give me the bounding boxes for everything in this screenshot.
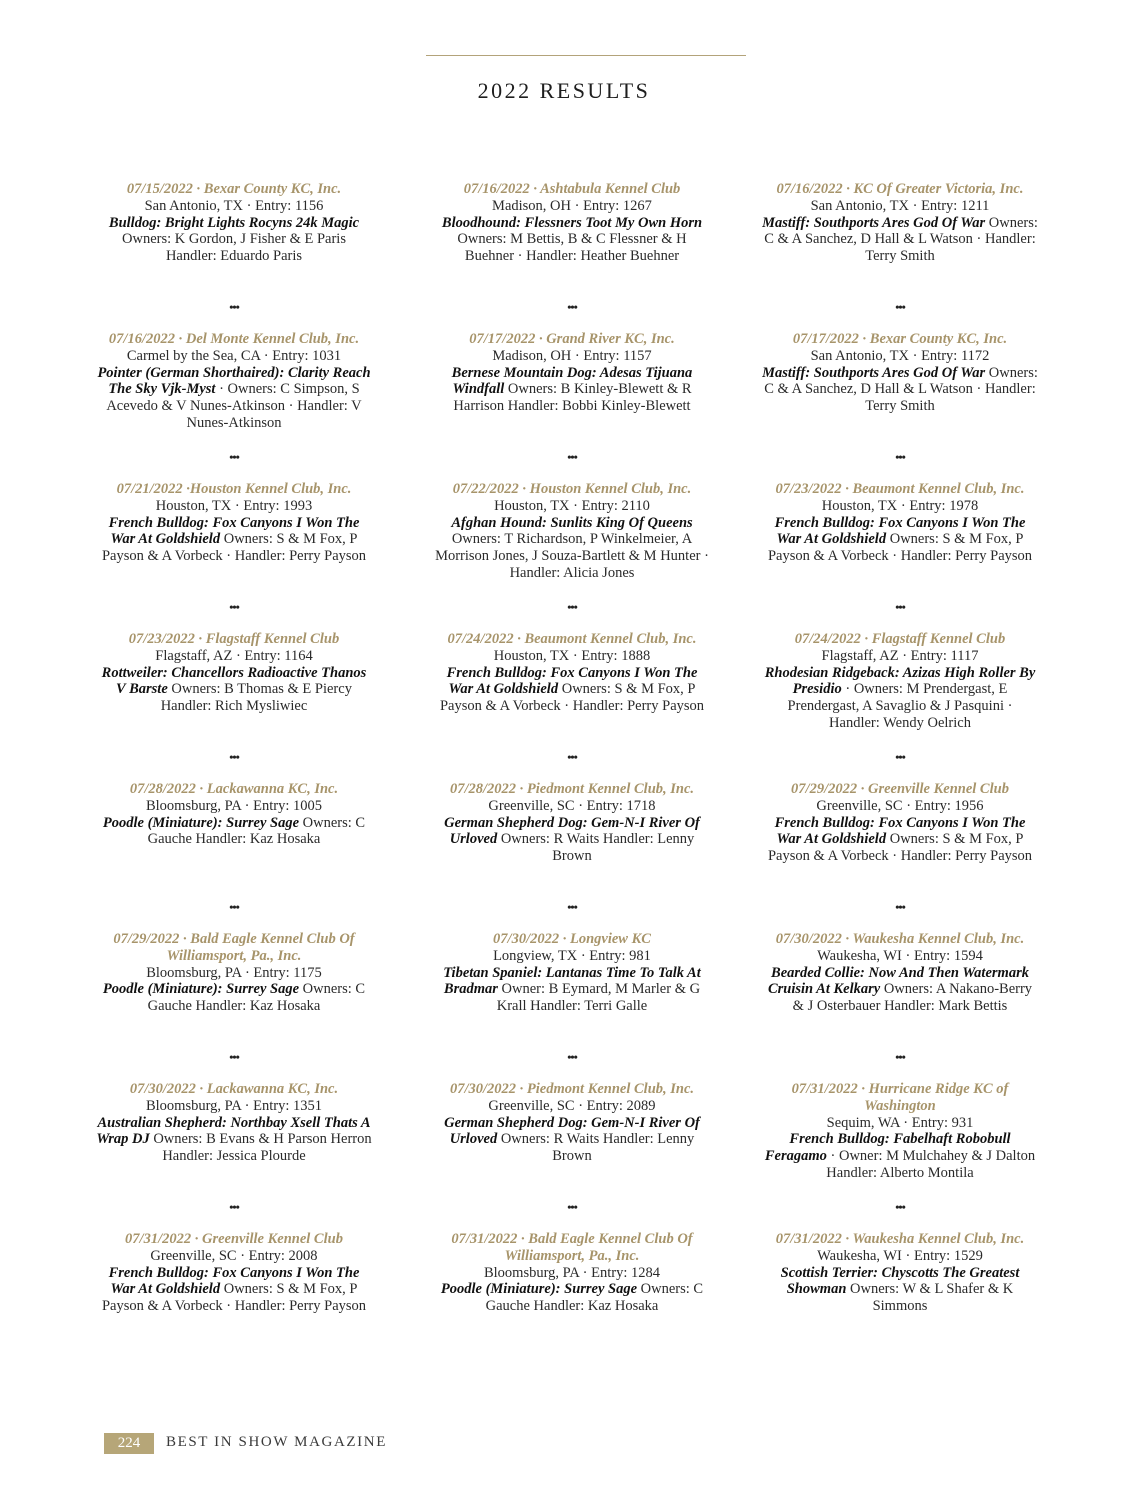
result-entry: [762, 1231, 1038, 1381]
entry-separator: •••: [229, 450, 239, 464]
entry-breed-winner: French Bulldog: Fabelhaft Robobull Feragamo: [764, 1131, 1011, 1165]
entry-separator: •••: [567, 600, 577, 614]
entry-separator: •••: [567, 300, 577, 314]
entry-owners-handler: · Owner: M Mulchahey & J Dalton Handler: Alberto Montila: [826, 1148, 1036, 1181]
entry-location: Longview, TX · Entry: 981: [493, 947, 651, 964]
entry-breed-winner: Rottweiler: Chancellors Radioactive Thanos V Barste: [101, 664, 367, 698]
entry-header: 07/16/2022 · KC Of Greater Victoria, Inc.: [776, 181, 1024, 197]
entry-breed-winner: Poodle (Miniature): Surrey Sage: [440, 1281, 638, 1298]
magazine-name: BEST IN SHOW MAGAZINE: [166, 1434, 387, 1450]
entry-header: 07/23/2022 · Flagstaff Kennel Club: [128, 631, 340, 647]
entry-separator: •••: [229, 900, 239, 914]
entry-breed-winner: French Bulldog: Fox Canyons I Won The War At Goldshield: [108, 514, 360, 548]
entry-location: Greenville, SC · Entry: 2008: [150, 1247, 318, 1264]
entry-breed-winner: German Shepherd Dog: Gem-N-I River Of Urloved: [444, 814, 700, 848]
result-entry: [96, 181, 372, 331]
entry-owners-handler: Owners: C Gauche Handler: Kaz Hosaka: [147, 981, 366, 1015]
entry-header: 07/31/2022 · Waukesha Kennel Club, Inc.: [775, 1231, 1025, 1247]
entry-separator: •••: [895, 450, 905, 464]
entry-owners-handler: Owners: R Waits Handler: Lenny Brown: [500, 831, 695, 865]
entry-location: Waukesha, WI · Entry: 1594: [817, 947, 983, 964]
entry-owners-handler: Owners: B Kinley-Blewett & R Harrison Handler: Bobbi Kinley-Blewett: [453, 381, 692, 415]
entry-location: Madison, OH · Entry: 1267: [492, 197, 652, 214]
entry-breed-winner: Bernese Mountain Dog: Adesas Tijuana Windfall: [451, 364, 693, 398]
entry-location: Greenville, SC · Entry: 2089: [488, 1097, 656, 1114]
result-entry: [434, 931, 710, 1081]
entry-owners-handler: Owners: K Gordon, J Fisher & E Paris Handler: Eduardo Paris: [122, 231, 346, 265]
entry-owners-handler: Owners: T Richardson, P Winkelmeier, A Morrison Jones, J Souza-Bartlett & M Hunter · Handler: Alicia Jones: [435, 531, 709, 581]
entry-separator: •••: [895, 600, 905, 614]
results-column-2: [434, 181, 710, 1381]
entry-owners-handler: Owners: S & M Fox, P Payson & A Vorbeck · Handler: Perry Payson: [439, 681, 705, 715]
entry-owners-handler: Owners: C & A Sanchez, D Hall & L Watson · Handler: Terry Smith: [764, 214, 1038, 265]
entry-location: Flagstaff, AZ · Entry: 1164: [155, 647, 313, 664]
entry-location: Greenville, SC · Entry: 1956: [816, 797, 984, 814]
entry-header: 07/16/2022 · Del Monte Kennel Club, Inc.: [108, 331, 360, 347]
entry-breed-winner: French Bulldog: Fox Canyons I Won The War At Goldshield: [108, 1264, 360, 1298]
entry-separator: •••: [229, 600, 239, 614]
entry-location: Greenville, SC · Entry: 1718: [488, 797, 656, 814]
result-entry: [762, 781, 1038, 931]
entry-location: Flagstaff, AZ · Entry: 1117: [821, 647, 979, 664]
result-entry: [762, 631, 1038, 781]
entry-header: 07/29/2022 · Bald Eagle Kennel Club Of Williamsport, Pa., Inc.: [113, 931, 355, 964]
entry-owners-handler: Owners: C & A Sanchez, D Hall & L Watson · Handler: Terry Smith: [764, 364, 1038, 415]
result-entry: [434, 631, 710, 781]
entry-separator: •••: [895, 750, 905, 764]
entry-breed-winner: Rhodesian Ridgeback: Azizas High Roller By Presidio: [764, 664, 1036, 698]
result-entry: [434, 1231, 710, 1381]
result-entry: [96, 931, 372, 1081]
entry-location: Houston, TX · Entry: 1888: [493, 647, 651, 664]
entry-location: Houston, TX · Entry: 1978: [821, 497, 979, 514]
entry-owners-handler: Owners: S & M Fox, P Payson & A Vorbeck · Handler: Perry Payson: [101, 531, 367, 565]
entry-owners-handler: Owners: M Bettis, B & C Flessner & H Buehner · Handler: Heather Buehner: [457, 231, 687, 265]
entry-breed-winner: French Bulldog: Fox Canyons I Won The War At Goldshield: [774, 814, 1026, 848]
entry-breed-winner: Bloodhound: Flessners Toot My Own Horn: [441, 214, 703, 231]
result-entry: [96, 631, 372, 781]
entry-header: 07/15/2022 · Bexar County KC, Inc.: [126, 181, 342, 197]
entry-location: Bloomsburg, PA · Entry: 1284: [483, 1264, 661, 1281]
results-column-1: [96, 181, 372, 1381]
entry-header: 07/16/2022 · Ashtabula Kennel Club: [463, 181, 681, 197]
top-rule: [426, 55, 746, 56]
entry-owners-handler: Owners: C Gauche Handler: Kaz Hosaka: [485, 1281, 704, 1315]
entry-breed-winner: Bulldog: Bright Lights Rocyns 24k Magic: [108, 214, 360, 231]
entry-owners-handler: Owners: R Waits Handler: Lenny Brown: [500, 1131, 695, 1165]
entry-header: 07/22/2022 · Houston Kennel Club, Inc.: [452, 481, 692, 497]
entry-breed-winner: Afghan Hound: Sunlits King Of Queens: [451, 514, 693, 531]
entry-header: 07/30/2022 · Lackawanna KC, Inc.: [129, 1081, 339, 1097]
entry-separator: •••: [567, 750, 577, 764]
entry-location: San Antonio, TX · Entry: 1211: [810, 197, 990, 214]
page-number-badge: 224: [104, 1433, 154, 1454]
entry-header: 07/30/2022 · Piedmont Kennel Club, Inc.: [449, 1081, 695, 1097]
entry-owners-handler: · Owners: M Prendergast, E Prendergast, A Savaglio & J Pasquini · Handler: Wendy Oelrich: [787, 681, 1013, 731]
entry-header: 07/17/2022 · Bexar County KC, Inc.: [792, 331, 1008, 347]
result-entry: [96, 481, 372, 631]
result-entry: [762, 331, 1038, 481]
entry-separator: •••: [895, 1200, 905, 1214]
result-entry: [96, 781, 372, 931]
entry-location: San Antonio, TX · Entry: 1172: [810, 347, 990, 364]
entry-location: Bloomsburg, PA · Entry: 1351: [145, 1097, 323, 1114]
entry-header: 07/31/2022 · Greenville Kennel Club: [125, 1231, 343, 1247]
entry-owners-handler: Owners: S & M Fox, P Payson & A Vorbeck · Handler: Perry Payson: [767, 831, 1033, 865]
entry-location: Sequim, WA · Entry: 931: [826, 1114, 974, 1131]
entry-separator: •••: [895, 300, 905, 314]
result-entry: [96, 1081, 372, 1231]
result-entry: [434, 331, 710, 481]
entry-separator: •••: [567, 1050, 577, 1064]
entry-header: 07/29/2022 · Greenville Kennel Club: [791, 781, 1009, 797]
entry-breed-winner: Bearded Collie: Now And Then Watermark Cruisin At Kelkary: [767, 964, 1029, 998]
result-entry: [434, 181, 710, 331]
entry-separator: •••: [567, 900, 577, 914]
entry-owners-handler: Owners: S & M Fox, P Payson & A Vorbeck · Handler: Perry Payson: [101, 1281, 367, 1315]
entry-separator: •••: [895, 900, 905, 914]
entry-header: 07/30/2022 · Longview KC: [493, 931, 651, 947]
entry-location: Bloomsburg, PA · Entry: 1175: [146, 964, 322, 981]
result-entry: [434, 481, 710, 631]
entry-header: 07/17/2022 · Grand River KC, Inc.: [469, 331, 675, 347]
entry-breed-winner: Mastiff: Southports Ares God Of War: [762, 364, 986, 381]
entry-location: Waukesha, WI · Entry: 1529: [817, 1247, 983, 1264]
entry-owners-handler: Owner: B Eymard, M Marler & G Krall Handler: Terri Galle: [496, 981, 701, 1015]
result-entry: [762, 1081, 1038, 1231]
result-entry: [762, 931, 1038, 1081]
result-entry: [762, 481, 1038, 631]
entry-owners-handler: Owners: W & L Shafer & K Simmons: [850, 1281, 1014, 1315]
entry-header: 07/31/2022 · Hurricane Ridge KC of Washington: [791, 1081, 1009, 1114]
entry-owners-handler: Owners: A Nakano-Berry & J Osterbauer Handler: Mark Bettis: [792, 981, 1033, 1015]
result-entry: [434, 1081, 710, 1231]
result-entry: [762, 181, 1038, 331]
entry-separator: •••: [895, 1050, 905, 1064]
page-title: 2022 RESULTS: [477, 78, 651, 103]
entry-separator: •••: [229, 750, 239, 764]
entry-location: Madison, OH · Entry: 1157: [492, 347, 652, 364]
entry-header: 07/23/2022 · Beaumont Kennel Club, Inc.: [775, 481, 1025, 497]
entry-location: Carmel by the Sea, CA · Entry: 1031: [126, 347, 342, 364]
entry-header: 07/24/2022 · Beaumont Kennel Club, Inc.: [447, 631, 697, 647]
entry-location: Houston, TX · Entry: 1993: [155, 497, 313, 514]
entry-breed-winner: Poodle (Miniature): Surrey Sage: [102, 981, 300, 998]
entry-separator: •••: [229, 1200, 239, 1214]
entry-breed-winner: French Bulldog: Fox Canyons I Won The War At Goldshield: [446, 664, 698, 698]
entry-breed-winner: French Bulldog: Fox Canyons I Won The War At Goldshield: [774, 514, 1026, 548]
entry-header: 07/31/2022 · Bald Eagle Kennel Club Of Williamsport, Pa., Inc.: [451, 1231, 693, 1264]
entry-owners-handler: Owners: C Gauche Handler: Kaz Hosaka: [147, 814, 366, 848]
entry-breed-winner: German Shepherd Dog: Gem-N-I River Of Urloved: [444, 1114, 700, 1148]
entry-breed-winner: Mastiff: Southports Ares God Of War: [762, 214, 986, 231]
entry-separator: •••: [229, 300, 239, 314]
entry-separator: •••: [229, 1050, 239, 1064]
entry-breed-winner: Poodle (Miniature): Surrey Sage: [102, 814, 300, 831]
entry-header: 07/30/2022 · Waukesha Kennel Club, Inc.: [775, 931, 1025, 947]
entry-breed-winner: Australian Shepherd: Northbay Xsell Thats A Wrap DJ: [96, 1114, 371, 1148]
entry-owners-handler: · Owners: C Simpson, S Acevedo & V Nunes-Atkinson · Handler: V Nunes-Atkinson: [106, 381, 362, 431]
entry-location: Bloomsburg, PA · Entry: 1005: [145, 797, 323, 814]
result-entry: [434, 781, 710, 931]
entry-owners-handler: Owners: B Thomas & E Piercy Handler: Rich Mysliwiec: [160, 681, 352, 715]
result-entry: [96, 1231, 372, 1381]
entry-owners-handler: Owners: B Evans & H Parson Herron Handler: Jessica Plourde: [153, 1131, 372, 1165]
result-entry: [96, 331, 372, 481]
entry-owners-handler: Owners: S & M Fox, P Payson & A Vorbeck · Handler: Perry Payson: [767, 531, 1033, 565]
entry-separator: •••: [567, 1200, 577, 1214]
entry-header: 07/28/2022 · Lackawanna KC, Inc.: [129, 781, 339, 797]
entry-location: Houston, TX · Entry: 2110: [494, 497, 650, 514]
entry-location: San Antonio, TX · Entry: 1156: [144, 197, 324, 214]
entry-breed-winner: Tibetan Spaniel: Lantanas Time To Talk At Bradmar: [443, 964, 701, 998]
entry-separator: •••: [567, 450, 577, 464]
results-column-3: [762, 181, 1038, 1381]
entry-header: 07/28/2022 · Piedmont Kennel Club, Inc.: [449, 781, 695, 797]
entry-breed-winner: Scottish Terrier: Chyscotts The Greatest Showman: [780, 1264, 1020, 1298]
entry-breed-winner: Pointer (German Shorthaired): Clarity Reach The Sky Vjk-Myst: [97, 364, 371, 398]
entry-header: 07/24/2022 · Flagstaff Kennel Club: [794, 631, 1006, 647]
entry-header: 07/21/2022 ·Houston Kennel Club, Inc.: [116, 481, 352, 497]
